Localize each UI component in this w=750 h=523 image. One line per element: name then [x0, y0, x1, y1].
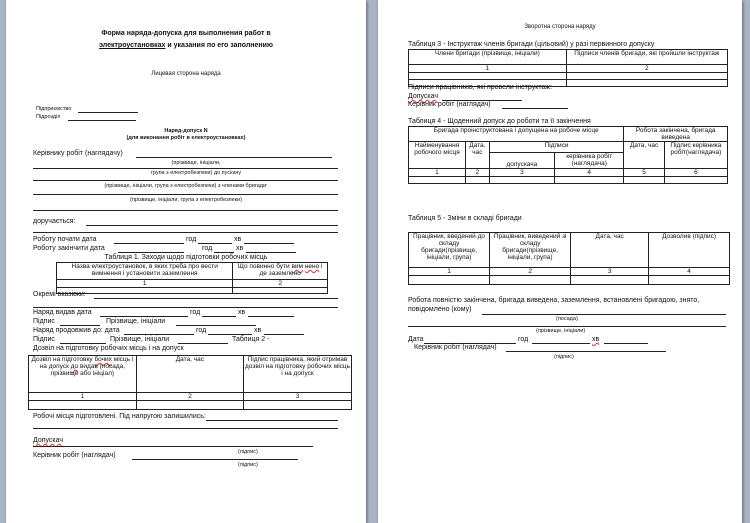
extended-min-label: хв	[254, 327, 262, 334]
special-line[interactable]	[94, 298, 338, 299]
admitter-label: Допускач	[33, 437, 64, 444]
end-label: Роботу закінчити дата	[33, 245, 105, 252]
table2-num2: 2	[136, 393, 243, 401]
table2-header-date: Дата, час	[136, 356, 243, 393]
start-label: Роботу почати дата	[33, 236, 97, 243]
extended-label: Наряд продовжив до: дата	[33, 327, 120, 334]
table4-group-admitted: Бригада проінструктована і допущена на робоче місце	[409, 127, 624, 142]
enterprise-label: Підприємство	[36, 106, 72, 112]
hint-position: (посада)	[556, 316, 578, 322]
enterprise-line[interactable]	[78, 112, 138, 113]
table2-num1: 1	[29, 393, 137, 401]
table4-cell[interactable]	[409, 177, 466, 184]
extended-hour-line[interactable]	[208, 334, 252, 335]
min-label-right: хв	[592, 336, 600, 343]
table4-num: 3	[489, 169, 554, 177]
hint-name: (прізвище, ініціали,	[171, 160, 221, 166]
position-line[interactable]	[408, 326, 726, 327]
hint-members: (прізвище, ініціали, група з електробезпеки) з членами бригади:	[104, 183, 268, 189]
manager-sign-line-right[interactable]	[506, 351, 666, 352]
table4-header-date2: Дата, час	[624, 142, 664, 169]
start-min-line[interactable]	[244, 243, 294, 244]
table3	[408, 49, 728, 87]
table5-num: 4	[649, 268, 730, 276]
table5-cell[interactable]	[649, 276, 730, 285]
start-hour-line[interactable]	[198, 243, 232, 244]
table4-header-name: Найменування робочого місця	[409, 142, 466, 169]
table4-cell[interactable]	[555, 177, 624, 184]
table5-num: 3	[571, 268, 649, 276]
line-3[interactable]	[33, 194, 338, 195]
order-title: Наряд-допуск N	[164, 128, 208, 134]
end-date-line[interactable]	[118, 252, 184, 253]
table4-header-date: Дата, час	[465, 142, 489, 169]
issued-label: Наряд видав дата	[33, 309, 92, 316]
table5-header-date: Дата, час	[571, 233, 649, 268]
issued-date-line[interactable]	[100, 316, 188, 317]
division-label: Підрозділ	[36, 114, 61, 120]
sign-hint-2: (підпис)	[238, 462, 258, 468]
issued-hour-label: год	[190, 309, 201, 316]
start-date-line[interactable]	[114, 243, 184, 244]
table4-num: 6	[664, 169, 727, 177]
table2-header-permission: Дозвіл на підготовку бочих місць і на допуск до видав (посада, прізвище або ініціал)	[29, 356, 137, 393]
extended-min-line[interactable]	[264, 334, 304, 335]
end-hour-label: год	[202, 245, 213, 252]
prepared-label: Робочі місця підготовлені. Під напругою залишились:	[33, 413, 206, 420]
end-min-line[interactable]	[246, 252, 296, 253]
table2-cell[interactable]	[29, 401, 137, 410]
sign-hint-right: (підпис)	[554, 354, 574, 360]
table5-num: 1	[409, 268, 490, 276]
end-min-label: хв	[236, 245, 244, 252]
table5	[408, 232, 730, 285]
table4-sub-manager: керівника робіт (наглядача)	[555, 153, 624, 169]
table3-num1: 1	[409, 65, 567, 73]
table4-num: 2	[465, 169, 489, 177]
start-min-label: хв	[234, 236, 242, 243]
table3-cell[interactable]	[566, 73, 727, 80]
table5-header-permitted: Дозволив (підпис)	[649, 233, 730, 268]
table5-header-removed: Працівник, виведений зі складу бригади(прізвище, ініціали, група)	[490, 233, 571, 268]
table4-cell[interactable]	[465, 177, 489, 184]
date-label-right: Дата	[408, 336, 424, 343]
table2-title: Дозвіл на підготовку робочих місць і на допуск	[33, 345, 184, 352]
issued-min-label: хв	[238, 309, 246, 316]
line-1[interactable]	[33, 168, 338, 169]
table4-num: 1	[409, 169, 466, 177]
manager-sign-line[interactable]	[132, 459, 298, 460]
start-hour-label: год	[186, 236, 197, 243]
hint-group-to: група з електробезпеки) до пускачу	[150, 170, 242, 176]
line-7[interactable]	[33, 428, 338, 429]
issued-hour-line[interactable]	[202, 316, 236, 317]
signature-line[interactable]	[60, 325, 100, 326]
right-page	[378, 0, 742, 523]
end-hour-line[interactable]	[214, 252, 234, 253]
hint-members2: (прізвище, ініціали, група з електробезпеки)	[130, 197, 242, 203]
table2	[28, 355, 352, 410]
manager-label: Керівнику робіт (наглядачу)	[33, 150, 123, 157]
order-subtitle: (для виконання робіт в електроустановках)	[126, 135, 246, 141]
table5-header-added: Працівник, введений до складу бригади(прізвище, ініціали, група)	[409, 233, 490, 268]
line-5[interactable]	[33, 232, 338, 233]
extended-date-line[interactable]	[124, 334, 194, 335]
signature-label: Підпис	[33, 318, 55, 325]
table5-cell[interactable]	[490, 276, 571, 285]
surname-line-2[interactable]	[178, 343, 228, 344]
table3-cell[interactable]	[566, 80, 727, 87]
table4-num: 5	[624, 169, 664, 177]
table3-title: Таблиця 3 - Інструктаж членів бригади (цільовий) у разі первинного допуску	[408, 41, 655, 48]
table1-num1: 1	[57, 280, 233, 288]
finish-text: Робота повністю закінчена, бригада виведена, заземлення, встановлені бригадою, знято, повідомлено (кому)	[408, 297, 700, 313]
table1-header-installations: Назва електроустановок, в яких треба про вести вимнення і установити заземлення	[57, 263, 233, 280]
form-title-line1: Форма наряда-допуска для выполнения работ в	[101, 30, 271, 37]
table2-num3: 3	[244, 393, 352, 401]
manager-line[interactable]	[136, 157, 332, 158]
table5-title: Таблиця 5 - Зміни в складі бригади	[408, 215, 522, 222]
prepared-line[interactable]	[206, 420, 338, 421]
table1-cell[interactable]	[233, 288, 328, 294]
line-4[interactable]	[33, 210, 338, 211]
table2-header-signature: Підпис працівника, який отримав дозвіл на підготовку робочих місць і на допуск	[244, 356, 352, 393]
table1-title: Таблиця 1. Заходи щодо підготовки робочих місць	[104, 254, 268, 261]
manager-label-right: Керівник робіт (наглядач)	[408, 101, 491, 108]
special-label: Окремі вказівки:	[33, 291, 86, 298]
assigned-label: доручається:	[33, 218, 76, 225]
left-page	[6, 0, 366, 523]
table4-sub-admitter: допускача	[489, 153, 554, 169]
surname-line[interactable]	[176, 325, 256, 326]
surname-label: Прізвище, ініціали	[106, 318, 166, 325]
table4-num: 4	[555, 169, 624, 177]
instructors-label: Підписи працівників, які провели інструктаж:	[408, 84, 552, 91]
table1-header-what: Що повинно бути вим нено і де заземлено	[233, 263, 328, 280]
table4-cell[interactable]	[624, 177, 664, 184]
issued-min-line[interactable]	[248, 316, 294, 317]
table2-ref: Таблиця 2 -	[232, 336, 270, 343]
table3-cell[interactable]	[409, 73, 567, 80]
table5-cell[interactable]	[571, 276, 649, 285]
back-side-header: Зворотна сторона наряду	[524, 24, 596, 30]
assigned-line[interactable]	[86, 225, 338, 226]
table2-cell[interactable]	[136, 401, 243, 410]
sign-hint: (підпис)	[238, 449, 258, 455]
hour-label-right: год	[518, 336, 529, 343]
table1	[56, 262, 328, 294]
table4-group-finished: Робота закінчена, бригада виведена	[624, 127, 728, 142]
form-title-line2: электроустановках и указания по его заполнению	[99, 42, 273, 49]
table3-num2: 2	[566, 65, 727, 73]
table2-cell[interactable]	[244, 401, 352, 410]
table1-num2: 2	[233, 280, 328, 288]
table4-header-sign-manager: Підпис керівника робіт(наглядача)	[664, 142, 727, 169]
signature-label-2: Підпис	[33, 336, 55, 343]
finish-line[interactable]	[482, 314, 726, 315]
electro-installations-link: электроустановках	[99, 42, 166, 49]
table5-num: 2	[490, 268, 571, 276]
hint-name-right: (прізвище, ініціали)	[536, 328, 586, 334]
table5-cell[interactable]	[409, 276, 490, 285]
min-line-right[interactable]	[604, 343, 648, 344]
line-6[interactable]	[33, 307, 338, 308]
manager-sign-label: Керівник робіт (наглядач)	[33, 452, 116, 459]
table4-cell[interactable]	[664, 177, 727, 184]
table3-header-members: Члени бригади (прізвище, ініціали)	[409, 50, 567, 65]
manager-line-right[interactable]	[502, 108, 568, 109]
admitter-label-right: Допускач	[408, 93, 439, 100]
table4-header-signs: Підписи	[489, 142, 624, 153]
table4-cell[interactable]	[489, 177, 554, 184]
line-2[interactable]	[33, 180, 338, 181]
table3-header-signatures: Підписи членів бригади, які пройшли інструктаж	[566, 50, 727, 65]
extended-hour-label: год	[196, 327, 207, 334]
manager-sign-label-right: Керівник робіт (наглядач)	[414, 344, 497, 351]
surname-label-2: Прізвище, ініціали	[110, 336, 170, 343]
admitter-line[interactable]	[33, 446, 313, 447]
signature-line-2[interactable]	[60, 343, 106, 344]
division-line[interactable]	[68, 120, 136, 121]
hour-line-right[interactable]	[532, 343, 590, 344]
face-side-label: Лицевая сторона наряда	[151, 71, 221, 77]
table4-title: Таблиця 4 - Щоденний допуск до роботи та її закінчення	[408, 118, 591, 125]
table4	[408, 126, 728, 184]
